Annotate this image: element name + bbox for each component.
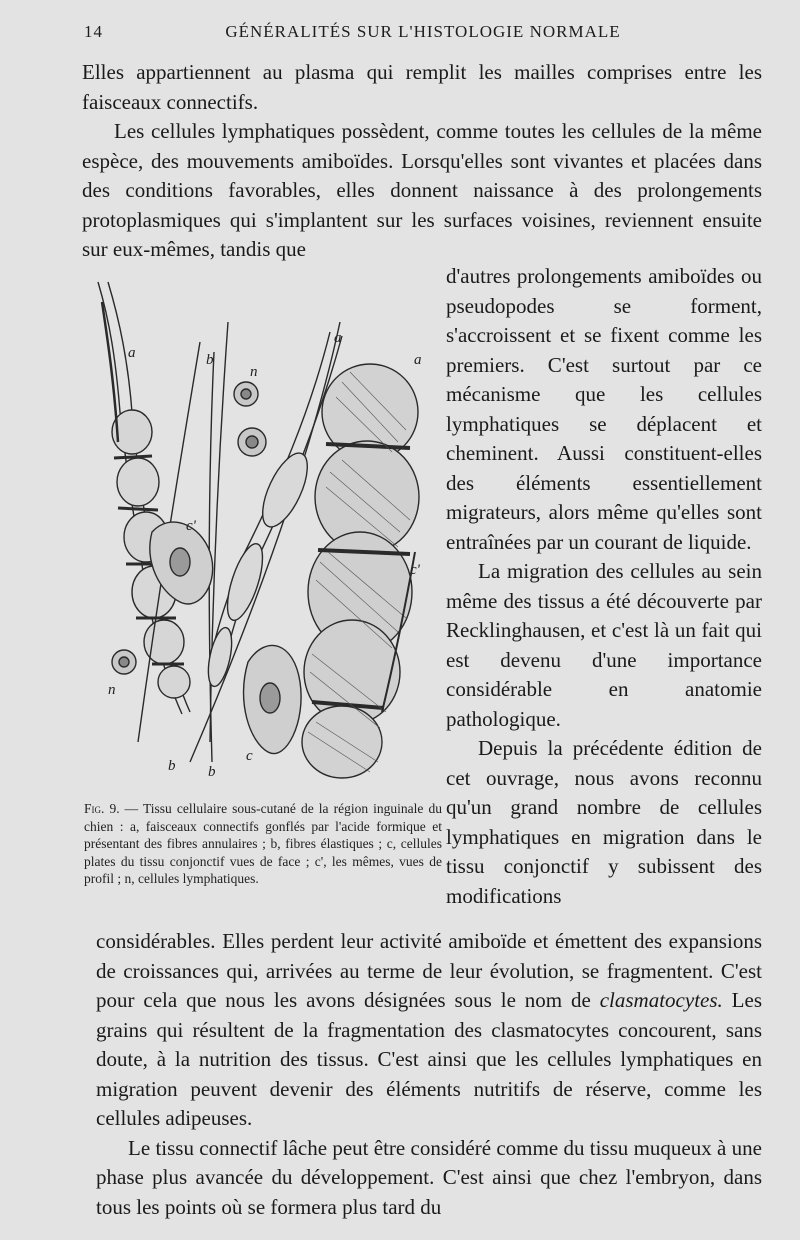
page-number: 14 (84, 22, 103, 41)
figure-label-n-bottom: n (108, 682, 116, 698)
paragraph-lymphatic-cells: Les cellules lymphatiques possèdent, comme toutes les cellules de la même espèce, des mouvements amiboïdes. Lorsqu'elles sont vivantes et placées dans des conditions favorables, elles donnent naissance à des prolongements protoplasmiques qui s'implantent sur les surfaces voisines, reviennent ensuite sur eux-mêmes, tandis que (82, 119, 762, 261)
running-title: GÉNÉRALITÉS SUR L'HISTOLOGIE NORMALE (225, 22, 621, 41)
paragraph-continuation: Elles appartiennent au plasma qui remplit les mailles comprises entre les faisceaux connectifs. (82, 60, 762, 114)
figure-label-c-bottom: c (246, 748, 253, 764)
paragraph-previous-edition: Depuis la précédente édition de cet ouvrage, nous avons reconnu qu'un grand nombre de cellules lymphatiques en migration dans le tissu conjonctif y subissent des modifications (446, 736, 762, 908)
right-column-text (446, 262, 762, 911)
clasmatocytes-term: clasmatocytes. (599, 988, 723, 1012)
figure-label-n-top: n (250, 364, 258, 380)
figure-number: Fig. 9. (84, 801, 120, 816)
paragraph-clasmatocytes (96, 927, 762, 1134)
figure-label-c-prime-left: c' (186, 518, 196, 534)
figure-label-b-bottom-left: b (168, 758, 176, 774)
figure-9-illustration (80, 262, 442, 792)
clasmatocytes-text-before: considérables. Elles perdent leur activité amiboïde et émettent des expansions de croissances qui, arrivées au terme de leur évolution, se fragmentent. C'est pour cela que nous les avons désignées sous le nom de (96, 929, 762, 1012)
figure-label-b-top: b (206, 352, 214, 368)
clasmatocytes-text-after: Les grains qui résultent de la fragmentation des clasmatocytes concourent, sans doute, à la nutrition des tissus. C'est ainsi que les cellules lymphatiques en migration peuvent devenir des éléments nutritifs de réserve, comme les cellules adipeuses. (96, 988, 762, 1130)
bottom-text-block (96, 927, 762, 1222)
figure-label-a-left: a (128, 345, 136, 361)
figure-caption (84, 800, 442, 888)
paragraph-pseudopods: d'autres prolongements amiboïdes ou pseudopodes se forment, s'accroissent et se fixent comme les premiers. C'est surtout par ce mécanisme que les cellules lymphatiques se déplacent et cheminent. Aussi constituent-elles des éléments essentiellement migrateurs, alors même qu'elles sont entraînées par un courant de liquide. (446, 264, 762, 554)
figure-label-a-top: a (334, 330, 342, 346)
histology-drawing (80, 262, 442, 792)
figure-label-c-prime-right: c' (410, 562, 420, 578)
running-header (84, 22, 762, 48)
paragraph-mucous-tissue: Le tissu connectif lâche peut être considéré comme du tissu muqueux à une phase plus avancée du développement. C'est ainsi que chez l'embryon, dans tous les points où se formera plus tard du (96, 1135, 762, 1219)
top-text-block (82, 58, 762, 265)
figure-caption-text: — Tissu cellulaire sous-cutané de la région inguinale du chien : a, faisceaux connectifs gonflés par l'acide formique et présentant des fibres annulaires ; b, fibres élastiques ; c, cellules plates du tissu conjonctif vues de face ; c', les mêmes, vues de profil ; n, cellules lymphatiques. (84, 801, 442, 886)
paragraph-migration: La migration des cellules au sein même des tissus a été découverte par Recklinghausen, et c'est là un fait qui est devenu d'une importance considérable en anatomie pathologique. (446, 559, 762, 731)
figure-label-b-bottom: b (208, 764, 216, 780)
figure-label-a-right: a (414, 352, 422, 368)
